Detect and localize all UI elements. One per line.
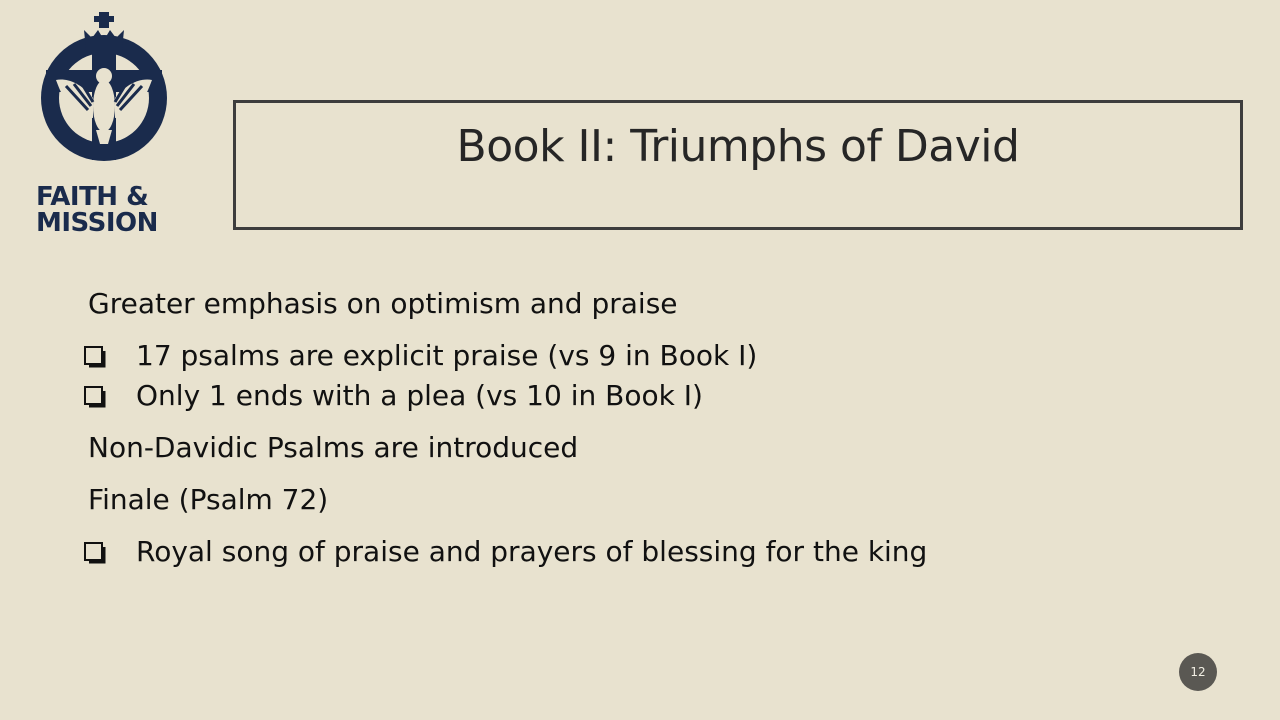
logo-line-1: FAITH & bbox=[36, 182, 149, 212]
logo-line-2: MISSION bbox=[36, 208, 158, 238]
bullet-item-explicit-praise bbox=[88, 337, 1188, 375]
faith-and-mission-logo bbox=[36, 12, 176, 240]
bullet-text: Royal song of praise and prayers of blessing for the king bbox=[136, 535, 928, 568]
title-box bbox=[233, 100, 1243, 230]
page-number-badge: 12 bbox=[1179, 653, 1217, 691]
logo-wordmark bbox=[36, 184, 176, 236]
bullet-item-plea bbox=[88, 377, 1188, 415]
slide-body bbox=[88, 285, 1188, 571]
body-line-text: Non-Davidic Psalms are introduced bbox=[88, 431, 579, 464]
body-line-text: Finale (Psalm 72) bbox=[88, 483, 329, 516]
body-line-finale bbox=[88, 481, 1188, 519]
body-line-optimism bbox=[88, 285, 1188, 323]
body-line-non-davidic bbox=[88, 429, 1188, 467]
bullet-item-royal-song bbox=[88, 533, 1188, 571]
checkbox-bullet-icon bbox=[84, 386, 106, 408]
body-line-text: Greater emphasis on optimism and praise bbox=[88, 287, 678, 320]
dove-cross-emblem-icon bbox=[36, 12, 176, 172]
bullet-text: 17 psalms are explicit praise (vs 9 in Book I) bbox=[136, 339, 758, 372]
checkbox-bullet-icon bbox=[84, 346, 106, 368]
bullet-text: Only 1 ends with a plea (vs 10 in Book I) bbox=[136, 379, 703, 412]
slide-title: Book II: Triumphs of David bbox=[456, 121, 1020, 172]
checkbox-bullet-icon bbox=[84, 542, 106, 564]
